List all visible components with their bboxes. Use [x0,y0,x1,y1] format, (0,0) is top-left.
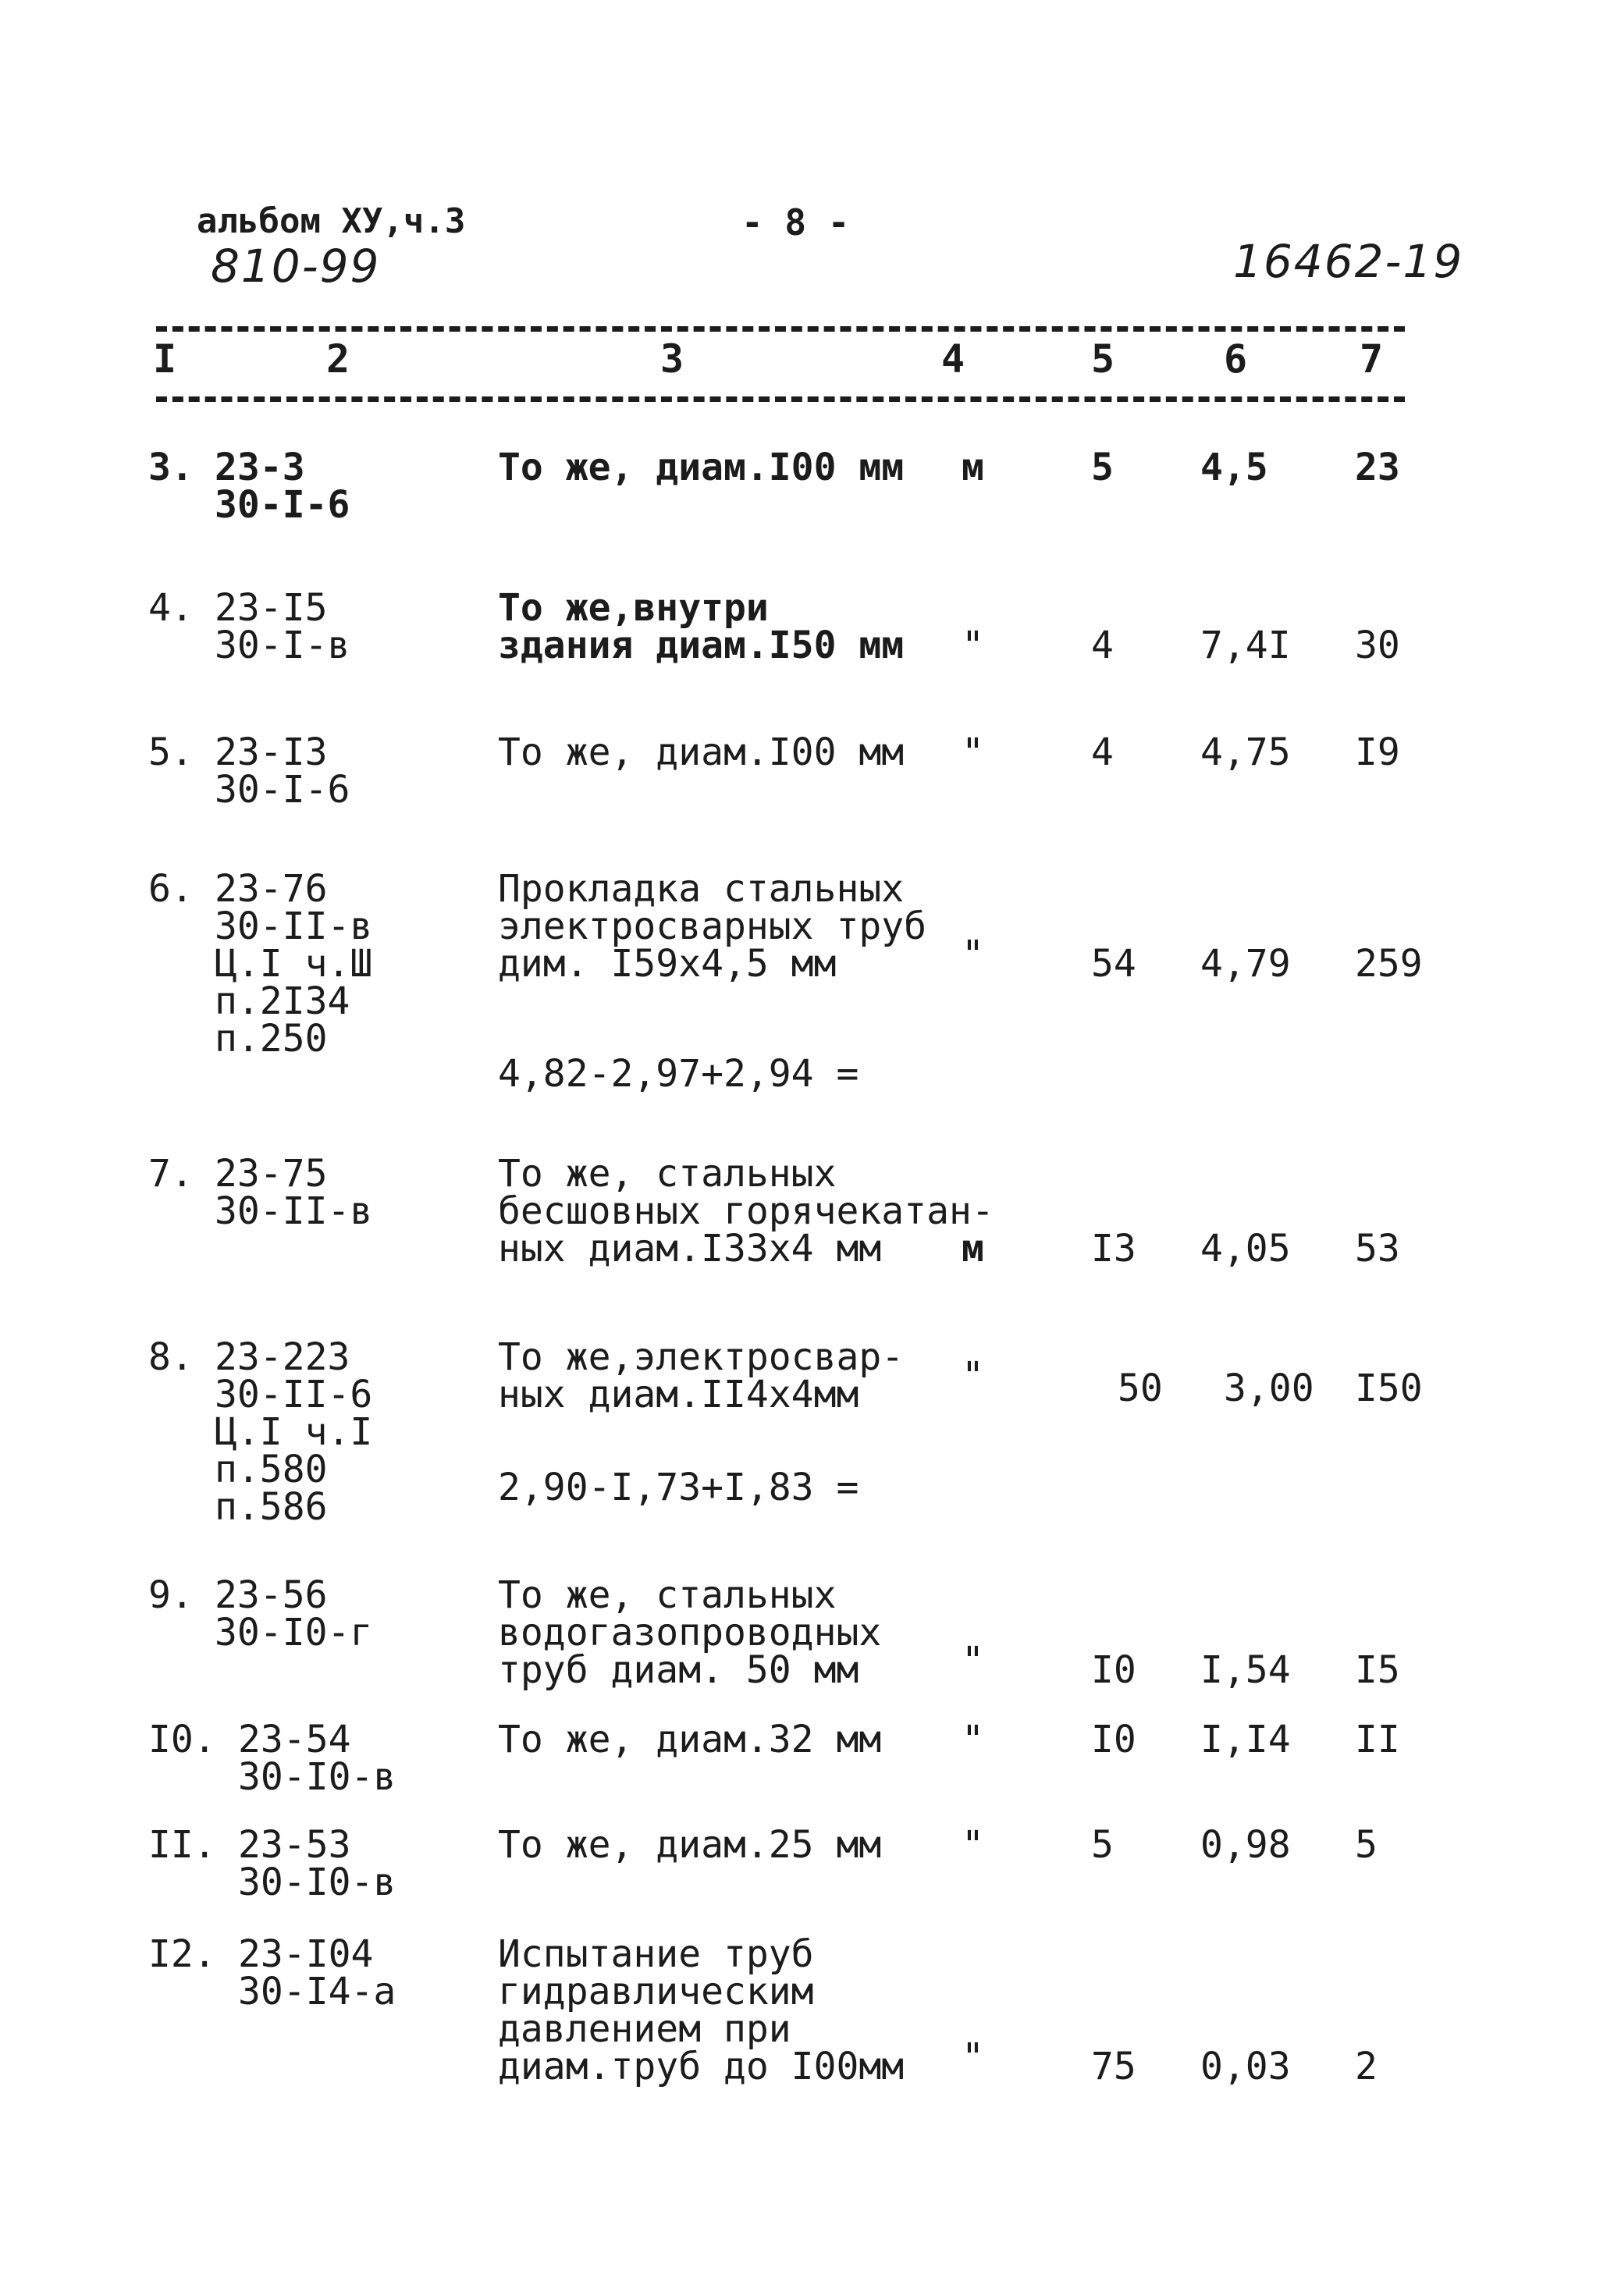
description-line: То же, стальных [498,1573,837,1617]
row-number: II. [148,1823,216,1867]
description-line: бесшовных горячекатан- [498,1189,994,1233]
row-description [498,1718,882,1761]
code-line: 23-56 [215,1573,328,1617]
row-quantity: I0 [1091,1648,1136,1692]
code-line: 30-I-6 [215,768,350,812]
page-number: - 8 - [741,201,850,243]
row-number: 6. [148,867,194,911]
description-line: ных диам.I33х4 мм [498,1227,882,1271]
row-code [215,1152,373,1233]
row-quantity: 4 [1091,624,1114,667]
row-unit: " [962,1639,984,1683]
row-code [215,1335,373,1529]
calculation-formula: 2,90-I,73+I,83 = [498,1466,859,1509]
description-line: То же, диам.I00 мм [498,446,905,489]
row-number: 7. [148,1152,194,1196]
description-line: То же,электросвар- [498,1335,905,1379]
code-line: 30-II-6 [215,1373,373,1416]
handwritten-note-right: 16462-19 [1233,235,1464,288]
row-price: 0,98 [1200,1823,1291,1867]
row-number: 3. [148,446,194,489]
row-unit: " [962,1718,984,1761]
row-price: I,54 [1200,1648,1291,1692]
description-line: ных диам.II4х4мм [498,1373,859,1416]
row-unit: м [962,1227,984,1271]
row-code [215,1573,373,1654]
row-description [498,586,905,667]
column-number-5: 5 [1091,336,1115,382]
row-description [498,446,905,489]
code-line: 30-I0-г [215,1611,373,1654]
row-price: 3,00 [1224,1367,1314,1410]
code-line: п.2I34 [215,979,350,1023]
row-quantity: I3 [1091,1227,1136,1271]
code-line: 23-223 [215,1335,350,1379]
row-description [498,1573,882,1692]
code-line: 23-75 [215,1152,328,1196]
row-total: I50 [1355,1367,1423,1410]
row-number: I0. [148,1718,216,1761]
row-total: 30 [1355,624,1400,667]
code-line: п.586 [215,1485,328,1529]
description-line: Прокладка стальных [498,867,905,911]
row-quantity: 50 [1118,1367,1163,1410]
row-total: I9 [1355,730,1400,774]
column-number-2: 2 [326,336,350,382]
row-code [238,1932,396,2013]
album-reference: альбом ХУ,ч.3 [197,201,466,241]
row-price: 0,03 [1200,2045,1291,2088]
row-unit: " [962,730,984,774]
row-total: II [1355,1718,1400,1761]
row-description [498,730,905,774]
code-line: 23-76 [215,867,328,911]
row-description [498,1335,905,1416]
code-line: 23-3 [215,446,305,489]
code-line: п.580 [215,1448,328,1491]
row-unit: " [962,1823,984,1867]
column-number-6: 6 [1224,336,1248,382]
code-line: 30-II-в [215,905,373,948]
code-line: 23-54 [238,1718,351,1761]
row-code [238,1823,396,1904]
description-line: диам.труб до I00мм [498,2045,905,2088]
row-number: 5. [148,730,194,774]
description-line: гидравлическим [498,1970,814,2013]
code-line: Ц.I ч.I [215,1410,373,1454]
description-line: дим. I59х4,5 мм [498,942,837,986]
row-total: I5 [1355,1648,1400,1692]
row-unit: " [962,933,984,976]
description-line: То же, диам.32 мм [498,1718,882,1761]
code-line: 23-I04 [238,1932,374,1976]
row-description [498,1932,905,2088]
row-quantity: 5 [1091,1823,1114,1867]
row-unit: " [962,624,984,667]
row-number: 9. [148,1573,194,1617]
row-code [238,1718,396,1799]
code-line: п.250 [215,1017,328,1061]
description-line: Испытание труб [498,1932,814,1976]
row-unit: " [962,1354,984,1398]
description-line: То же, стальных [498,1152,837,1196]
row-number: 8. [148,1335,194,1379]
column-number-4: 4 [941,336,965,382]
row-quantity: 4 [1091,730,1114,774]
row-price: 4,5 [1200,446,1268,489]
row-number: 4. [148,586,194,630]
row-description [498,1823,882,1867]
row-unit: " [962,2035,984,2079]
description-line: давлением при [498,2007,791,2051]
code-line: 30-I-в [215,624,350,667]
row-unit: м [962,446,984,489]
row-total: 259 [1355,942,1423,986]
description-line: То же, диам.I00 мм [498,730,905,774]
column-number-1: I [153,336,177,382]
description-line: здания диам.I50 мм [498,624,905,667]
code-line: 30-I0-в [238,1861,396,1904]
code-line: 30-II-в [215,1189,373,1233]
row-code [215,730,350,812]
row-code [215,446,350,527]
row-price: 4,05 [1200,1227,1291,1271]
row-description [498,1152,994,1271]
row-quantity: I0 [1091,1718,1136,1761]
row-price: I,I4 [1200,1718,1291,1761]
description-line: То же, диам.25 мм [498,1823,882,1867]
code-line: Ц.I ч.Ш [215,942,373,986]
row-price: 7,4I [1200,624,1291,667]
description-line: То же,внутри [498,586,769,630]
row-total: 53 [1355,1227,1400,1271]
handwritten-note-left: 810-99 [211,240,381,293]
header-top-dashed-rule [156,326,1405,332]
column-number-7: 7 [1360,336,1384,382]
row-quantity: 5 [1091,446,1114,489]
row-price: 4,75 [1200,730,1291,774]
row-price: 4,79 [1200,942,1291,986]
code-line: 30-I-6 [215,483,350,527]
row-total: 23 [1355,446,1400,489]
row-total: 5 [1355,1823,1378,1867]
code-line: 30-I0-в [238,1755,396,1799]
row-code [215,586,350,667]
column-number-3: 3 [660,336,684,382]
calculation-formula: 4,82-2,97+2,94 = [498,1052,859,1096]
description-line: водогазопроводных [498,1611,882,1654]
row-code [215,867,373,1061]
code-line: 30-I4-а [238,1970,396,2013]
row-number: I2. [148,1932,216,1976]
description-line: электросварных труб [498,905,927,948]
row-description [498,867,927,986]
code-line: 23-53 [238,1823,351,1867]
code-line: 23-I3 [215,730,328,774]
column-number-header [0,334,1614,384]
row-total: 2 [1355,2045,1378,2088]
description-line: труб диам. 50 мм [498,1648,859,1692]
code-line: 23-I5 [215,586,328,630]
row-quantity: 75 [1091,2045,1136,2088]
row-quantity: 54 [1091,942,1136,986]
header-bottom-dashed-rule [156,396,1405,402]
